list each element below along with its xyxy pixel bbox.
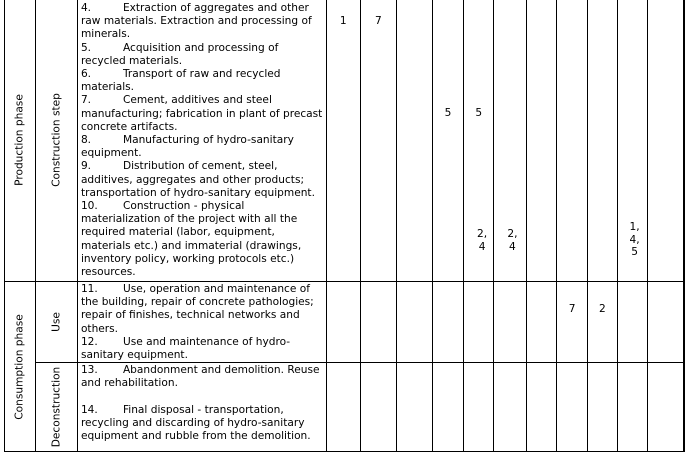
list-item: 4. Extraction of aggregates and other raw materials. Extraction and processing of minerals. [80,2,312,41]
description-cell [77,0,326,282]
step-cell-deconstruction [36,363,78,452]
description-cell [77,363,326,452]
construction-row [5,0,685,282]
value-text: 7 [374,15,382,27]
value-cell [464,0,494,282]
value-cell [360,363,396,452]
value-cell [526,363,556,452]
list-item: 14. Final disposal - transportation, recycling and discarding of hydro-sanitary equipment and rubble from the demolition. [80,403,311,443]
step-label: Construction step [49,93,62,187]
value-cell [684,363,685,452]
value-cell [326,363,360,452]
list-item: 12. Use and maintenance of hydro-sanitary equipment. [80,335,291,362]
value-cell [396,282,432,363]
value-text: 1, 4, 5 [629,221,640,258]
value-cell [556,282,587,363]
value-cell [464,363,494,452]
value-cell [326,282,360,363]
impact-matrix-table [4,0,685,452]
list-item: 13. Abandonment and demolition. Reuse and rehabilitation. [80,364,320,390]
value-cell [464,282,494,363]
step-cell-construction [36,0,78,282]
phase-cell-production [5,0,36,282]
list-item: 9. Distribution of cement, steel, additives, aggregates and other products; transportation of hydro-sanitary equipment. [80,160,315,199]
phase-label: Production phase [13,94,26,186]
step-label: Deconstruction [49,366,62,448]
value-cell [617,0,647,282]
description-cell [77,282,326,363]
value-cell [617,363,647,452]
value-cell [494,0,526,282]
value-cell [432,363,463,452]
spacer [81,391,324,404]
value-cell [647,0,683,282]
value-text: 2, 4 [477,228,488,253]
list-item: 7. Cement, additives and steel manufacturing; fabrication in plant of precast concrete artifacts. [80,94,323,133]
value-cell [526,0,556,282]
value-cell [494,363,526,452]
value-cell [432,0,463,282]
value-cell [494,282,526,363]
value-cell [588,0,617,282]
value-cell [360,0,396,282]
value-cell [432,282,463,363]
value-cell [617,282,647,363]
value-cell [588,282,617,363]
value-cell [396,363,432,452]
list-item: 10. Construction - physical materialization of the project with all the required material (labor, equipment, materials etc.) and immaterial (drawings, inventory policy, working protocols etc.) resources. [80,200,302,279]
phase-cell-consumption [5,282,36,452]
value-text: 2 [599,303,606,315]
value-text: 1 [339,15,347,27]
value-cell [684,0,685,282]
phase-label: Consumption phase [13,313,26,420]
value-cell [326,0,360,282]
list-item: 6. Transport of raw and recycled materials. [80,68,281,94]
list-item: 5. Acquisition and processing of recycled materials. [80,41,279,67]
value-cell [588,363,617,452]
value-cell [647,363,683,452]
value-cell [556,363,587,452]
list-item: 11. Use, operation and maintenance of the building, repair of concrete pathologies; repair of finishes, technical networks and others. [80,283,314,335]
list-item: 8. Manufacturing of hydro-sanitary equipment. [80,134,294,160]
value-text: 5 [444,107,452,119]
value-cell [526,282,556,363]
value-text: 7 [568,303,576,315]
value-cell [556,0,587,282]
value-cell [360,282,396,363]
deconstruction-row [5,363,685,452]
value-text: 2, 4 [507,228,518,253]
value-cell [396,0,432,282]
value-cell [647,282,683,363]
step-cell-use [36,282,78,363]
value-text: 5 [475,107,483,119]
step-label: Use [49,312,62,333]
use-row [5,282,685,363]
value-cell [684,282,685,363]
